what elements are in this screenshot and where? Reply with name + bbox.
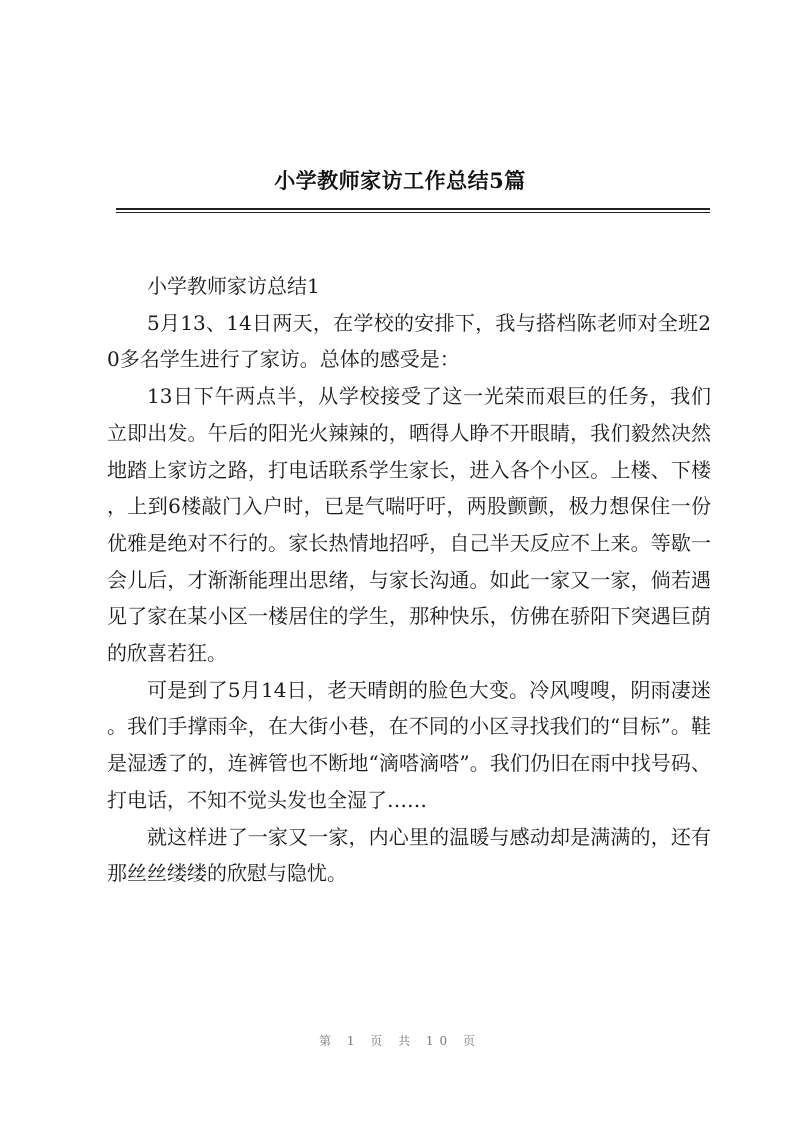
page-footer: 第 1 页 共 10 页 <box>319 1034 481 1048</box>
paragraph: 可是到了5月14日，老天晴朗的脸色大变。冷风嗖嗖，阴雨凄迷。我们手撑雨伞，在大街小巷，在不同的小区寻找我们的“目标”。鞋是湿透了的，连裤管也不断地“滴嗒滴嗒”。我们仍旧在雨中找号码、打电话，不知不觉头发也全湿了…… <box>107 677 711 812</box>
section-heading: 小学教师家访总结1 <box>147 274 320 298</box>
paragraph: 5月13、14日两天，在学校的安排下，我与搭档陈老师对全班20多名学生进行了家访。总体的感受是： <box>107 310 711 372</box>
paragraph: 就这样进了一家又一家，内心里的温暖与感动却是满满的，还有那丝丝缕缕的欣慰与隐忧。 <box>107 824 711 886</box>
title-divider <box>116 208 710 210</box>
paragraph: 13日下午两点半，从学校接受了这一光荣而艰巨的任务，我们立即出发。午后的阳光火辣辣的，晒得人睁不开眼睛，我们毅然决然地踏上家访之路，打电话联系学生家长，进入各个小区。上楼、下楼，上到6楼敲门入户时，已是气喘吁吁，两股颤颤，极力想保住一份优雅是绝对不行的。家长热情地招呼，自己半天反应不上来。等歇一会儿后，才渐渐能理出思绪，与家长沟通。如此一家又一家，倘若遇见了家在某小区一楼居住的学生，那种快乐，仿佛在骄阳下突遇巨荫的欣喜若狂。 <box>107 384 711 666</box>
document-body <box>107 268 711 892</box>
document-title: 小学教师家访工作总结5篇 <box>274 168 526 193</box>
title-divider-thin <box>116 212 710 213</box>
